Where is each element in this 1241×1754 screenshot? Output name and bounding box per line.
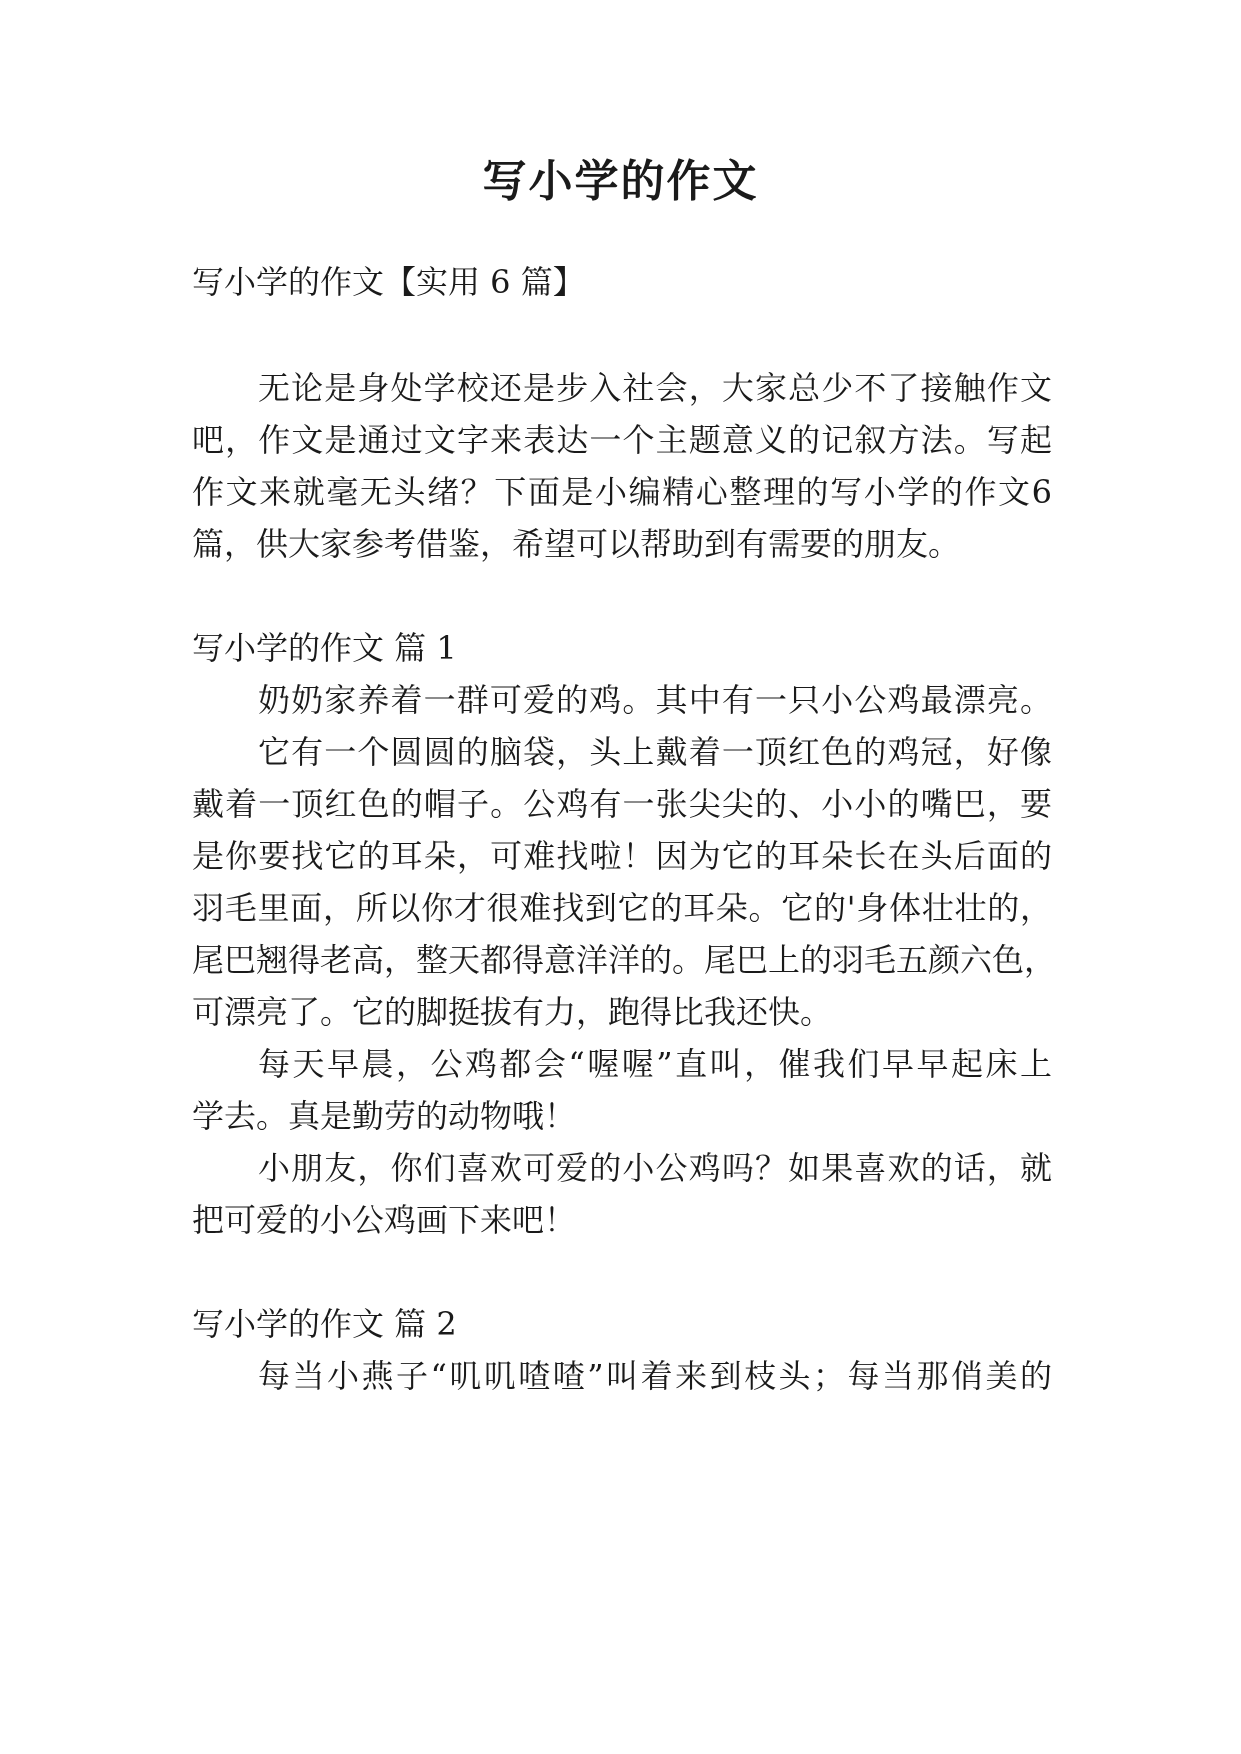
section-heading: 写小学的作文 篇 2 (192, 1305, 457, 1343)
intro-line: 无论是身处学校还是步入社会，大家总少不了接触作文 (258, 369, 1052, 407)
body-line: 学去。真是勤劳的动物哦！ (192, 1097, 577, 1135)
intro-line: 吧，作文是通过文字来表达一个主题意义的记叙方法。写起 (192, 421, 1052, 459)
section-heading: 写小学的作文 篇 1 (192, 629, 457, 667)
intro-line: 作文来就毫无头绪？下面是小编精心整理的写小学的作文6 (192, 473, 1052, 511)
body-line: 可漂亮了。它的脚挺拔有力，跑得比我还快。 (192, 993, 833, 1031)
body-line: 戴着一顶红色的帽子。公鸡有一张尖尖的、小小的嘴巴，要 (192, 785, 1052, 823)
body-line: 奶奶家养着一群可爱的鸡。其中有一只小公鸡最漂亮。 (258, 681, 1052, 719)
body-line: 每天早晨，公鸡都会“喔喔”直叫，催我们早早起床上 (258, 1045, 1052, 1083)
body-line: 尾巴翘得老高，整天都得意洋洋的。尾巴上的羽毛五颜六色， (192, 941, 1057, 979)
body-line: 小朋友，你们喜欢可爱的小公鸡吗？如果喜欢的话，就 (258, 1149, 1052, 1187)
body-line: 把可爱的小公鸡画下来吧！ (192, 1201, 577, 1239)
body-line: 是你要找它的耳朵，可难找啦！因为它的耳朵长在头后面的 (192, 837, 1052, 875)
body-line: 羽毛里面，所以你才很难找到它的耳朵。它的'身体壮壮的， (192, 889, 1052, 927)
document-title: 写小学的作文 (482, 156, 759, 207)
body-line: 它有一个圆圆的脑袋，头上戴着一顶红色的鸡冠，好像 (258, 733, 1052, 771)
intro-line: 篇，供大家参考借鉴，希望可以帮助到有需要的朋友。 (192, 525, 961, 563)
document-subtitle: 写小学的作文【实用 6 篇】 (192, 263, 585, 301)
body-line: 每当小燕子“叽叽喳喳”叫着来到枝头；每当那俏美的 (258, 1357, 1052, 1395)
